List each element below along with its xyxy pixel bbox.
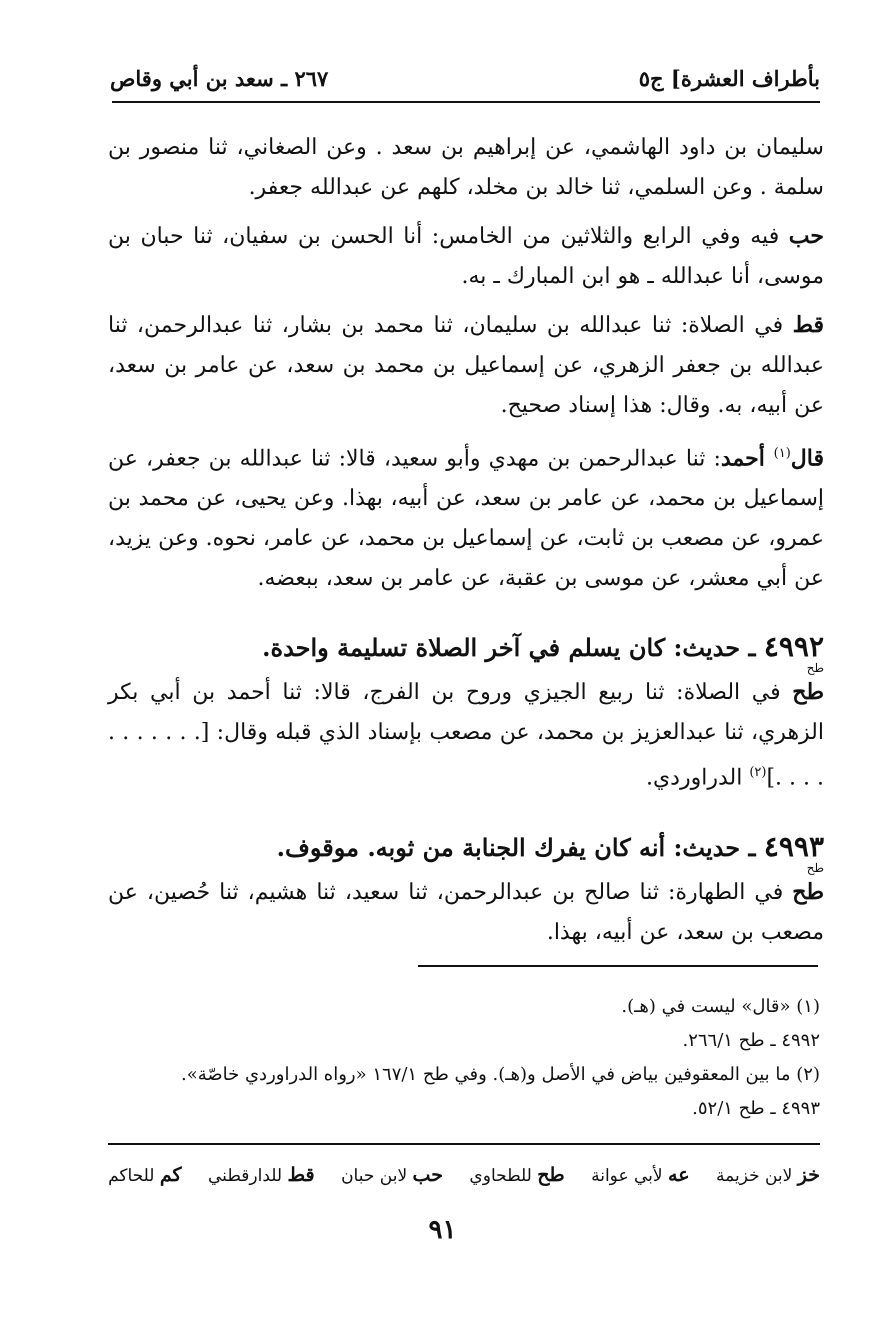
- source-code: طح: [792, 878, 824, 905]
- hadith-4993: [108, 827, 824, 953]
- abbreviations-key: [108, 1160, 820, 1191]
- footnote-line: ٤٩٩٢ ـ طح ٢٦٦/١.: [682, 1030, 820, 1051]
- source-code: حب: [788, 223, 824, 249]
- header-book-title: بأطراف العشرة] ج٥: [638, 65, 820, 91]
- page-number: ٩١: [428, 1215, 457, 1245]
- paragraph-2: حب فيه وفي الرابع والثلاثين من الخامس: أنا الحسن بن سفيان، ثنا حبان بن موسى، أنا عبدالله ـ هو ابن المبارك ـ به.: [108, 223, 824, 289]
- source-mark: طح: [806, 661, 824, 676]
- header-divider: [112, 101, 820, 103]
- abbreviation-item: قط للدارقطني: [208, 1164, 315, 1186]
- source-code: قال: [790, 445, 824, 472]
- hadith-4992: [108, 627, 824, 798]
- source-mark: طح: [806, 860, 824, 875]
- header-chapter-title: ٢٦٧ ـ سعد بن أبي وقاص: [110, 65, 329, 91]
- paragraph-3: قط في الصلاة: ثنا عبدالله بن سليمان، ثنا محمد بن بشار، ثنا عبدالرحمن، ثنا عبدالله بن جعفر الزهري، عن إسماعيل بن محمد بن سعد، عن عامر بن سعد، عن أبيه، به. وقال: هذا إسناد صحيح.: [108, 312, 824, 418]
- abbreviation-item: خز لابن خزيمة: [716, 1164, 820, 1186]
- footnote-divider: [418, 965, 818, 967]
- hadith-number: ٤٩٩٢: [763, 630, 824, 664]
- abbreviation-item: حب لابن حبان: [341, 1164, 443, 1186]
- source-code: قط: [792, 312, 824, 338]
- footnote-ref: (١): [773, 446, 791, 461]
- hadith-text: طح في الطهارة: ثنا صالح بن عبدالرحمن، ثنا سعيد، ثنا هشيم، ثنا حُصين، عن مصعب بن سعد، عن أبيه، بهذا.: [108, 878, 824, 945]
- abbreviation-item: كم للحاكم: [108, 1164, 182, 1186]
- running-header: [110, 58, 820, 98]
- hadith-text: طح في الصلاة: ثنا ربيع الجيزي وروح بن الفرج، قالا: ثنا أحمد بن أبي بكر الزهري، ثنا عبدالعزيز بن محمد، عن مصعب بإسناد الذي قبله وقال: [. . . . . . . . . . .]$^{(٢)}$ الدراوردي.: [108, 679, 824, 791]
- main-text: [108, 128, 824, 961]
- paragraph-1: سليمان بن داود الهاشمي، عن إبراهيم بن سعد . وعن الصغاني، ثنا منصور بن سلمة . وعن السلمي، ثنا خالد بن مخلد، كلهم عن عبدالله جعفر.: [108, 135, 824, 200]
- hadith-number: ٤٩٩٣: [763, 829, 824, 863]
- footnote-line: (١) «قال» ليست في (هـ).: [621, 996, 820, 1017]
- footnote-ref: (٢): [749, 765, 767, 781]
- footnote-line: ٤٩٩٣ ـ طح ٥٢/١.: [692, 1098, 820, 1119]
- hadith-heading: ٤٩٩٣ ـ حديث: أنه كان يفرك الجنابة من ثوبه. موقوف.: [276, 829, 824, 863]
- footnotes: [108, 990, 820, 1126]
- paragraph-4: قال$^{(١)}$ أحمد: ثنا عبدالرحمن بن مهدي وأبو سعيد، قالا: ثنا عبدالله بن جعفر، عن إسماعيل بن محمد، عن عامر بن سعد، عن أبيه، بهذا. وعن يحيى، عن محمد بن عمرو، عن مصعب بن ثابت، عن إسماعيل بن محمد، عن عامر، نحوه. وعن يزيد، عن أبي معشر، عن موسى بن عقبة، عن عامر بن سعد، ببعضه.: [108, 445, 824, 592]
- footnote-line: (٢) ما بين المعقوفين بياض في الأصل و(هـ). وفي طح ١٦٧/١ «رواه الدراوردي خاصّة».: [180, 1064, 820, 1085]
- abbreviation-item: عه لأبي عوانة: [591, 1164, 690, 1186]
- source-code: طح: [792, 679, 824, 706]
- abbreviations-divider: [108, 1143, 820, 1145]
- abbreviation-item: طح للطحاوي: [469, 1164, 565, 1186]
- hadith-heading: ٤٩٩٢ ـ حديث: كان يسلم في آخر الصلاة تسليمة واحدة.: [262, 630, 824, 664]
